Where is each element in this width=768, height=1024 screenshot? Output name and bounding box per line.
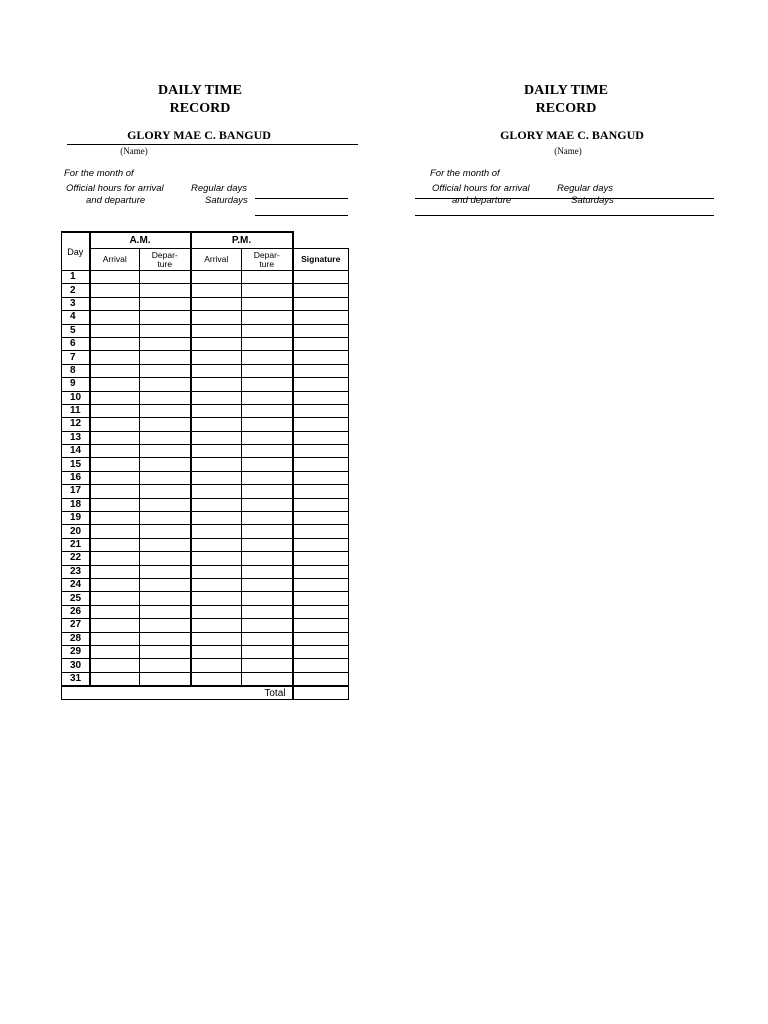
am-arrival-cell — [90, 297, 140, 310]
am-departure-cell — [140, 378, 191, 391]
pm-departure-cell — [242, 619, 293, 632]
day-number: 16 — [62, 471, 90, 484]
table-row — [62, 485, 349, 498]
am-departure-cell — [140, 619, 191, 632]
pm-departure-cell — [242, 578, 293, 591]
day-number: 8 — [62, 364, 90, 377]
pm-arrival-cell — [191, 498, 242, 511]
am-arrival-cell — [90, 605, 140, 618]
pm-arrival-cell — [191, 592, 242, 605]
signature-cell — [293, 471, 349, 484]
pm-arrival-cell — [191, 632, 242, 645]
pm-arrival-cell — [191, 271, 242, 284]
signature-cell — [293, 565, 349, 578]
table-row — [62, 284, 349, 297]
am-arrival-cell — [90, 418, 140, 431]
table-row — [62, 632, 349, 645]
am-arrival-cell — [90, 592, 140, 605]
pm-departure-cell — [242, 672, 293, 686]
am-departure-cell — [140, 565, 191, 578]
pm-departure-cell — [242, 284, 293, 297]
pm-departure-cell — [242, 645, 293, 658]
am-departure-cell — [140, 271, 191, 284]
table-row — [62, 552, 349, 565]
right-official-hours-line2: and departure — [452, 195, 512, 206]
am-departure-cell — [140, 471, 191, 484]
pm-arrival-cell — [191, 552, 242, 565]
am-arrival-cell — [90, 351, 140, 364]
am-departure-cell — [140, 578, 191, 591]
day-number: 23 — [62, 565, 90, 578]
signature-cell — [293, 538, 349, 551]
table-row — [62, 645, 349, 658]
table-row — [62, 619, 349, 632]
am-departure-cell — [140, 324, 191, 337]
pm-arrival-cell — [191, 324, 242, 337]
pm-departure-cell — [242, 485, 293, 498]
table-row — [62, 605, 349, 618]
day-number: 5 — [62, 324, 90, 337]
pm-arrival-cell — [191, 538, 242, 551]
right-employee-name: GLORY MAE C. BANGUD — [500, 128, 644, 142]
am-departure-cell — [140, 351, 191, 364]
right-month-label: For the month of — [430, 168, 500, 179]
left-month-label: For the month of — [64, 168, 134, 179]
am-arrival-header: Arrival — [90, 249, 140, 271]
am-departure-cell — [140, 431, 191, 444]
am-departure-cell — [140, 605, 191, 618]
am-arrival-cell — [90, 337, 140, 350]
signature-cell — [293, 619, 349, 632]
pm-arrival-cell — [191, 418, 242, 431]
signature-cell — [293, 284, 349, 297]
pm-arrival-cell — [191, 351, 242, 364]
pm-departure-cell — [242, 391, 293, 404]
am-arrival-cell — [90, 458, 140, 471]
am-departure-cell — [140, 458, 191, 471]
am-departure-cell — [140, 645, 191, 658]
day-number: 9 — [62, 378, 90, 391]
total-label: Total — [62, 686, 293, 700]
signature-cell — [293, 672, 349, 686]
day-number: 6 — [62, 337, 90, 350]
pm-arrival-cell — [191, 659, 242, 672]
pm-arrival-cell — [191, 337, 242, 350]
am-departure-cell — [140, 525, 191, 538]
table-row — [62, 538, 349, 551]
pm-arrival-cell — [191, 364, 242, 377]
day-number: 1 — [62, 271, 90, 284]
am-arrival-cell — [90, 471, 140, 484]
am-arrival-cell — [90, 364, 140, 377]
am-arrival-cell — [90, 672, 140, 686]
signature-cell — [293, 659, 349, 672]
table-row — [62, 659, 349, 672]
pm-arrival-cell — [191, 672, 242, 686]
table-row — [62, 458, 349, 471]
day-number: 13 — [62, 431, 90, 444]
am-arrival-cell — [90, 284, 140, 297]
day-number: 29 — [62, 645, 90, 658]
signature-cell — [293, 337, 349, 350]
day-number: 4 — [62, 311, 90, 324]
pm-departure-header: Depar- ture — [242, 249, 293, 271]
pm-arrival-cell — [191, 605, 242, 618]
pm-departure-cell — [242, 659, 293, 672]
pm-departure-cell — [242, 458, 293, 471]
signature-cell — [293, 592, 349, 605]
signature-cell — [293, 351, 349, 364]
pm-arrival-cell — [191, 578, 242, 591]
table-row — [62, 578, 349, 591]
am-departure-cell — [140, 512, 191, 525]
am-departure-cell — [140, 538, 191, 551]
table-row — [62, 391, 349, 404]
pm-departure-cell — [242, 404, 293, 417]
day-number: 25 — [62, 592, 90, 605]
pm-departure-cell — [242, 431, 293, 444]
day-number: 24 — [62, 578, 90, 591]
signature-cell — [293, 297, 349, 310]
signature-cell — [293, 311, 349, 324]
pm-departure-cell — [242, 512, 293, 525]
pm-departure-cell — [242, 364, 293, 377]
pm-departure-cell — [242, 605, 293, 618]
left-title-line2: RECORD — [169, 101, 231, 116]
total-cell — [293, 686, 349, 700]
table-row — [62, 311, 349, 324]
am-arrival-cell — [90, 431, 140, 444]
daily-time-record-table — [61, 231, 349, 700]
right-name-caption: (Name) — [554, 146, 582, 156]
pm-arrival-header: Arrival — [191, 249, 242, 271]
signature-header: Signature — [293, 249, 349, 271]
table-row — [62, 525, 349, 538]
table-row — [62, 404, 349, 417]
day-number: 26 — [62, 605, 90, 618]
table-row — [62, 324, 349, 337]
am-arrival-cell — [90, 565, 140, 578]
am-arrival-cell — [90, 538, 140, 551]
am-arrival-cell — [90, 324, 140, 337]
left-regular-days-line — [255, 198, 348, 199]
signature-cell — [293, 378, 349, 391]
signature-cell — [293, 525, 349, 538]
right-saturdays: Saturdays — [571, 195, 614, 206]
day-column-header: Day — [62, 232, 90, 271]
pm-arrival-cell — [191, 284, 242, 297]
table-row — [62, 418, 349, 431]
am-departure-header: Depar- ture — [140, 249, 191, 271]
day-number: 10 — [62, 391, 90, 404]
table-row — [62, 512, 349, 525]
signature-cell — [293, 498, 349, 511]
am-departure-cell — [140, 404, 191, 417]
am-arrival-cell — [90, 311, 140, 324]
table-row — [62, 271, 349, 284]
right-official-hours-line1: Official hours for arrival — [432, 183, 530, 194]
left-title-line1: DAILY TIME — [158, 83, 242, 98]
day-number: 3 — [62, 297, 90, 310]
left-name-underline — [67, 144, 358, 145]
table-row — [62, 565, 349, 578]
day-number: 19 — [62, 512, 90, 525]
table-row — [62, 498, 349, 511]
signature-cell — [293, 418, 349, 431]
pm-departure-cell — [242, 538, 293, 551]
day-number: 14 — [62, 445, 90, 458]
signature-cell — [293, 404, 349, 417]
table-row — [62, 364, 349, 377]
signature-cell — [293, 458, 349, 471]
right-regular-days: Regular days — [557, 183, 613, 194]
signature-cell — [293, 512, 349, 525]
table-row — [62, 431, 349, 444]
signature-cell — [293, 645, 349, 658]
pm-departure-cell — [242, 297, 293, 310]
signature-cell — [293, 271, 349, 284]
day-number: 15 — [62, 458, 90, 471]
pm-departure-cell — [242, 351, 293, 364]
day-number: 28 — [62, 632, 90, 645]
pm-departure-cell — [242, 324, 293, 337]
day-number: 27 — [62, 619, 90, 632]
left-regular-days: Regular days — [191, 183, 247, 194]
am-arrival-cell — [90, 445, 140, 458]
am-arrival-cell — [90, 404, 140, 417]
day-number: 21 — [62, 538, 90, 551]
day-number: 30 — [62, 659, 90, 672]
am-arrival-cell — [90, 645, 140, 658]
am-arrival-cell — [90, 552, 140, 565]
am-departure-cell — [140, 672, 191, 686]
pm-arrival-cell — [191, 391, 242, 404]
pm-departure-cell — [242, 271, 293, 284]
am-arrival-cell — [90, 659, 140, 672]
pm-departure-cell — [242, 337, 293, 350]
left-official-hours-line2: and departure — [86, 195, 146, 206]
day-number: 18 — [62, 498, 90, 511]
right-title — [466, 82, 666, 118]
left-employee-name: GLORY MAE C. BANGUD — [127, 128, 271, 142]
pm-departure-cell — [242, 471, 293, 484]
am-arrival-cell — [90, 512, 140, 525]
am-departure-cell — [140, 311, 191, 324]
day-number: 20 — [62, 525, 90, 538]
pm-departure-cell — [242, 445, 293, 458]
am-departure-cell — [140, 592, 191, 605]
pm-arrival-cell — [191, 525, 242, 538]
signature-cell — [293, 485, 349, 498]
am-arrival-cell — [90, 498, 140, 511]
table-row — [62, 297, 349, 310]
day-number: 11 — [62, 404, 90, 417]
pm-departure-cell — [242, 525, 293, 538]
am-arrival-cell — [90, 632, 140, 645]
am-departure-cell — [140, 284, 191, 297]
day-number: 22 — [62, 552, 90, 565]
day-number: 12 — [62, 418, 90, 431]
pm-arrival-cell — [191, 471, 242, 484]
am-arrival-cell — [90, 485, 140, 498]
pm-arrival-cell — [191, 297, 242, 310]
pm-arrival-cell — [191, 431, 242, 444]
am-departure-cell — [140, 418, 191, 431]
pm-arrival-cell — [191, 311, 242, 324]
pm-arrival-cell — [191, 404, 242, 417]
table-row — [62, 378, 349, 391]
pm-arrival-cell — [191, 565, 242, 578]
am-departure-cell — [140, 364, 191, 377]
pm-arrival-cell — [191, 512, 242, 525]
signature-cell — [293, 605, 349, 618]
left-name-caption: (Name) — [120, 146, 148, 156]
table-row — [62, 445, 349, 458]
pm-arrival-cell — [191, 458, 242, 471]
right-regular-days-line — [415, 198, 714, 199]
left-saturdays: Saturdays — [205, 195, 248, 206]
right-title-line1: DAILY TIME — [524, 83, 608, 98]
signature-cell — [293, 391, 349, 404]
pm-departure-cell — [242, 498, 293, 511]
am-departure-cell — [140, 552, 191, 565]
pm-arrival-cell — [191, 445, 242, 458]
right-title-line2: RECORD — [535, 101, 597, 116]
signature-cell — [293, 324, 349, 337]
pm-departure-cell — [242, 418, 293, 431]
table-row — [62, 592, 349, 605]
day-number: 17 — [62, 485, 90, 498]
pm-departure-cell — [242, 592, 293, 605]
table-row — [62, 337, 349, 350]
am-departure-cell — [140, 337, 191, 350]
am-arrival-cell — [90, 525, 140, 538]
am-departure-cell — [140, 445, 191, 458]
am-arrival-cell — [90, 578, 140, 591]
pm-departure-cell — [242, 378, 293, 391]
signature-cell — [293, 578, 349, 591]
am-departure-cell — [140, 632, 191, 645]
table-row — [62, 672, 349, 686]
pm-departure-cell — [242, 565, 293, 578]
pm-arrival-cell — [191, 378, 242, 391]
am-departure-cell — [140, 391, 191, 404]
signature-cell — [293, 632, 349, 645]
am-arrival-cell — [90, 378, 140, 391]
right-saturdays-line — [415, 215, 714, 216]
am-arrival-cell — [90, 271, 140, 284]
pm-departure-cell — [242, 552, 293, 565]
day-number: 2 — [62, 284, 90, 297]
pm-arrival-cell — [191, 619, 242, 632]
table-row — [62, 471, 349, 484]
am-arrival-cell — [90, 391, 140, 404]
signature-cell — [293, 364, 349, 377]
pm-arrival-cell — [191, 485, 242, 498]
signature-cell — [293, 445, 349, 458]
pm-arrival-cell — [191, 645, 242, 658]
day-number: 31 — [62, 672, 90, 686]
left-title — [100, 82, 300, 118]
am-arrival-cell — [90, 619, 140, 632]
am-header: A.M. — [90, 232, 191, 249]
am-departure-cell — [140, 297, 191, 310]
pm-header: P.M. — [191, 232, 293, 249]
pm-departure-cell — [242, 311, 293, 324]
am-departure-cell — [140, 485, 191, 498]
pm-departure-cell — [242, 632, 293, 645]
table-row — [62, 351, 349, 364]
signature-cell — [293, 552, 349, 565]
am-departure-cell — [140, 498, 191, 511]
day-number: 7 — [62, 351, 90, 364]
left-saturdays-line — [255, 215, 348, 216]
am-departure-cell — [140, 659, 191, 672]
left-official-hours-line1: Official hours for arrival — [66, 183, 164, 194]
signature-cell — [293, 431, 349, 444]
